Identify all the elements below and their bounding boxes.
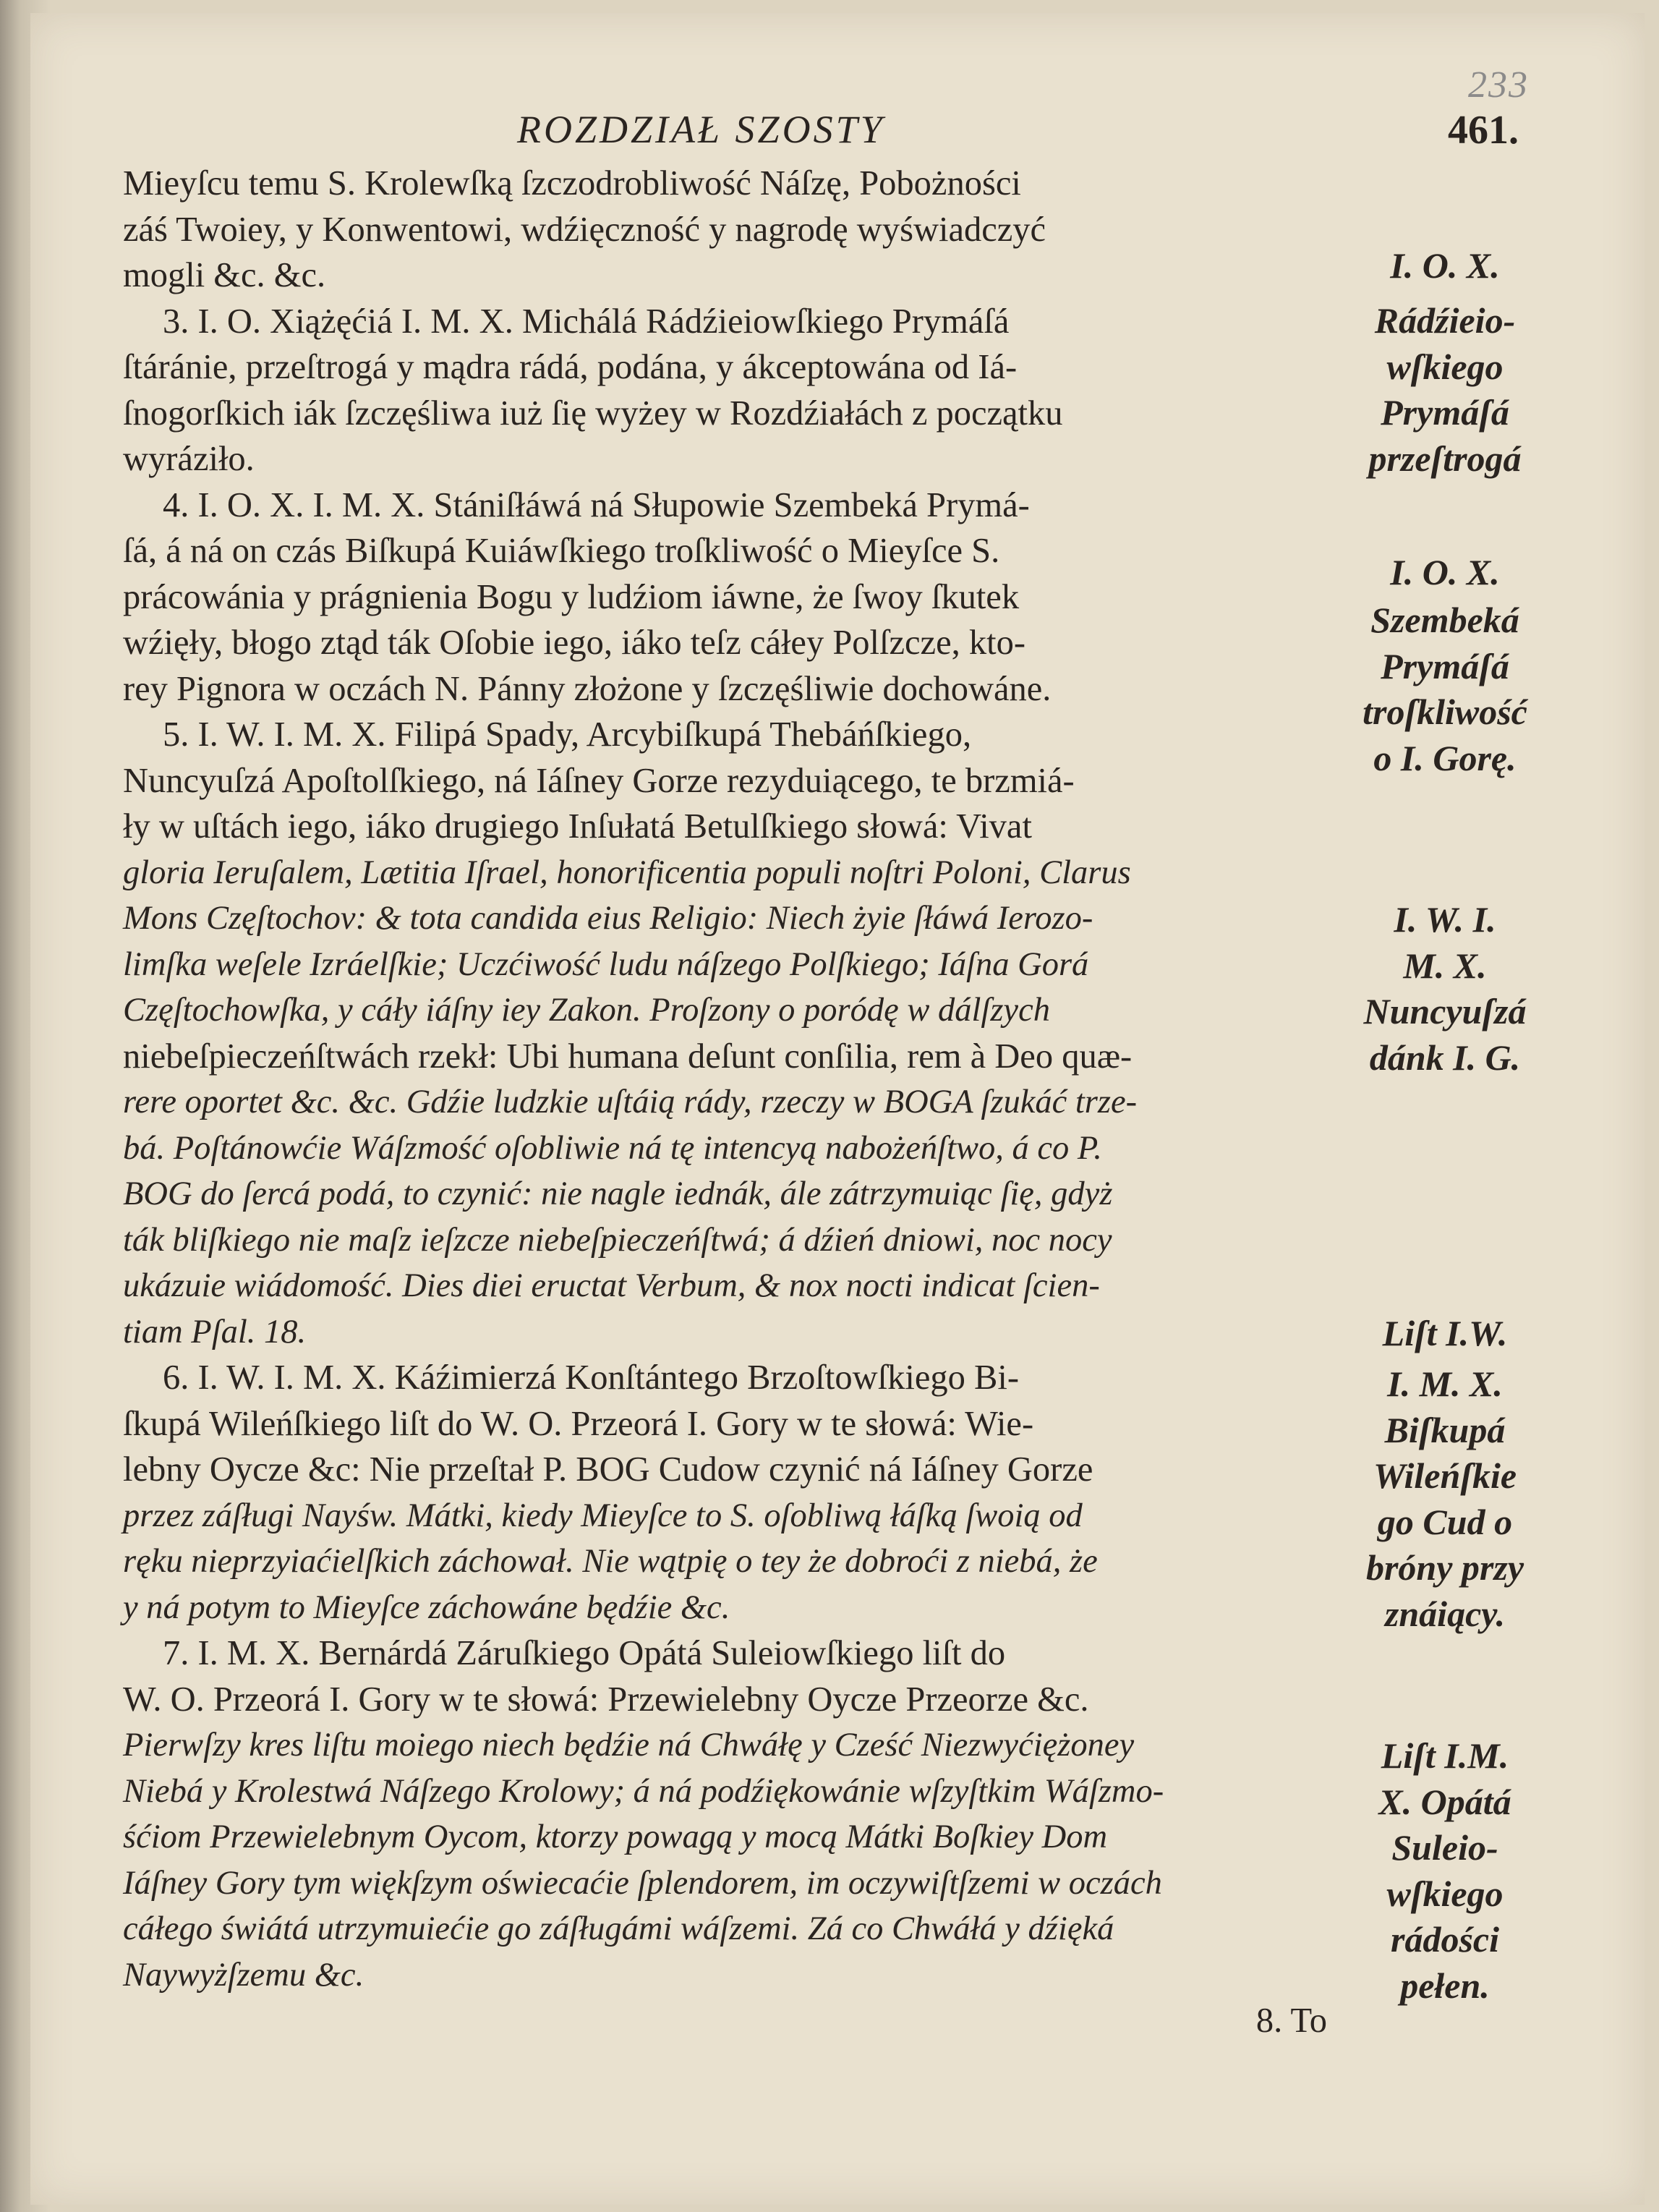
text-line: cáłego świátá utrzymuiećie go záſługámi wáſzemi. Zá co Chwáłá y dźięká: [123, 1910, 1114, 1947]
text-line: przez záſługi Nayśw. Mátki, kiedy Mieyſce to S. oſobliwą łáſką ſwoią od: [123, 1497, 1083, 1534]
text-line: lebny Oycze &c: Nie przeſtał P. BOG Cudow czynić ná Iáſney Gorze: [123, 1450, 1093, 1489]
margin-note-line: dánk I. G.: [1369, 1037, 1521, 1078]
margin-note-line: go Cud o: [1377, 1501, 1513, 1542]
text-line: ſá, á ná on czás Biſkupá Kuiáwſkiego troſkliwość o Mieyſce S.: [123, 532, 1000, 570]
text-line: limſka weſele Izráelſkie; Uczćiwość ludu náſzego Polſkiego; Iáſna Gorá: [123, 945, 1089, 983]
text-line: wyráziło.: [123, 440, 255, 478]
text-line: ręku nieprzyiaćielſkich záchował. Nie wątpię o tey że dobroći z niebá, że: [123, 1543, 1098, 1580]
text-line: Niebá y Krolestwá Náſzego Krolowy; á ná podźiękowánie wſzyſtkim Wáſzmo-: [123, 1772, 1164, 1810]
text-line: ſkupá Wileńſkiego liſt do W. O. Przeorá I. Gory w te słowá: Wie-: [123, 1404, 1034, 1443]
text-line: ták bliſkiego nie maſz ieſzcze niebeſpieczeńſtwá; á dźień dniowi, noc nocy: [123, 1221, 1112, 1259]
margin-note-line: X. Opátá: [1378, 1781, 1511, 1822]
text-line: tiam Pſal. 18.: [123, 1313, 307, 1350]
text-line: rere oportet &c. &c. Gdźie ludzkie uſtáią rády, rzeczy w BOGA ſzukáć trze-: [123, 1084, 1138, 1120]
margin-note-line: Szembeká: [1370, 600, 1519, 640]
margin-note-line: M. X.: [1403, 945, 1487, 986]
margin-note-line: wſkiego: [1386, 1873, 1504, 1914]
margin-note-line: I. W. I.: [1394, 899, 1496, 940]
margin-note-line: Suleio-: [1391, 1827, 1498, 1868]
text-line: Pierwſzy kres liſtu moiego niech będźie ná Chwáłę y Cześć Niezwyćiężoney: [123, 1727, 1135, 1764]
text-line: ſnogorſkich iák ſzczęśliwa iuż ſię wyżey w Rozdźiałách z początku: [123, 394, 1063, 433]
page-number: 461.: [1448, 108, 1519, 153]
text-line: mogli &c. &c.: [123, 256, 326, 294]
margin-note-line: I. O. X.: [1390, 245, 1500, 286]
text-line: wźięły, błogo ztąd ták Oſobie iego, iáko teſz cáłey Polſzcze, kto-: [123, 624, 1025, 662]
text-line: 8. To: [1255, 2002, 1327, 2040]
margin-note-line: I. O. X.: [1390, 552, 1500, 592]
text-line: rey Pignora w oczách N. Pánny złożone y ſzczęśliwie dochowáne.: [123, 669, 1052, 708]
running-header: [123, 107, 1562, 158]
text-line: záś Twoiey, y Konwentowi, wdźięczność y nagrodę wyświadczyć: [123, 210, 1046, 249]
margin-note: [1358, 243, 1532, 289]
text-line: bá. Poſtánowćie Wáſzmość oſobliwie ná tę intencyą nabożeńſtwo, á co P.: [123, 1129, 1102, 1167]
margin-note-line: Wileńſkie: [1373, 1455, 1517, 1496]
text-line: Naywyżſzemu &c.: [123, 1956, 364, 1994]
margin-note-line: Liſt I.M.: [1381, 1735, 1509, 1776]
text-line: Nuncyuſzá Apoſtolſkiego, ná Iáſney Gorze rezyduiącego, te brzmiá-: [123, 761, 1075, 800]
text-line: Iáſney Gory tym więkſzym oświecaćie ſplendorem, im oczywiſtſzemi w oczách: [123, 1864, 1162, 1902]
text-line: śćiom Przewielebnym Oycom, ktorzy powagą y mocą Mátki Boſkiey Dom: [123, 1818, 1108, 1855]
margin-note-line: Nuncyuſzá: [1363, 991, 1527, 1031]
text-line: ły w uſtách iego, iáko drugiego Inſułatá Betulſkiego słowá: Vivat: [123, 807, 1032, 846]
margin-note: [1358, 1311, 1532, 1357]
margin-note-line: Liſt I.W.: [1382, 1313, 1508, 1353]
margin-note: [1358, 1361, 1532, 1637]
text-line: niebeſpieczeńſtwách rzekł: Ubi humana deſunt conſilia, rem à Deo quæ-: [123, 1037, 1133, 1076]
text-line: 5. I. W. I. M. X. Filipá Spady, Arcybiſkupá Thebáńſkiego,: [163, 715, 972, 754]
margin-note-line: Biſkupá: [1384, 1409, 1506, 1450]
margin-note: [1358, 298, 1532, 482]
text-line: 6. I. W. I. M. X. Káźimierzá Konſtántego Brzoſtowſkiego Bi-: [163, 1358, 1019, 1397]
margin-note: [1358, 897, 1532, 1081]
margin-note: [1358, 550, 1532, 596]
text-line: BOG do ſercá podá, to czynić: nie nagle iednák, ále zátrzymuiąc ſię, gdyż: [123, 1175, 1113, 1212]
text-line: 4. I. O. X. I. M. X. Stániſłáwá ná Słupowie Szembeká Prymá-: [163, 485, 1030, 524]
margin-note-line: przeſtrogá: [1368, 438, 1522, 479]
text-line: ukázuie wiádomość. Dies diei eructat Verbum, & nox nocti indicat ſcien-: [123, 1267, 1100, 1304]
text-line: Mons Częſtochov: & tota candida eius Religio: Niech żyie ſłáwá Ierozo-: [123, 900, 1093, 937]
margin-note: [1358, 597, 1532, 781]
margin-note: [1358, 1733, 1532, 2009]
margin-note-line: I. M. X.: [1387, 1364, 1503, 1404]
text-line: gloria Ieruſalem, Lætitia Iſrael, honorificentia populi noſtri Poloni, Clarus: [123, 854, 1131, 891]
text-line: prácowánia y prágnienia Bogu y ludźiom iáwne, że ſwoy ſkutek: [123, 577, 1020, 616]
text-line: Częſtochowſka, y cáły iáſny iey Zakon. Proſzony o poródę w dálſzych: [123, 992, 1050, 1029]
pencil-page-number: 233: [1468, 64, 1529, 106]
margin-note-line: troſkliwość: [1362, 692, 1527, 732]
margin-note-line: wſkiego: [1386, 346, 1504, 387]
chapter-title: ROZDZIAŁ SZOSTY: [517, 108, 885, 151]
text-line: ſtáránie, przeſtrogá y mądra rádá, podána, y ákceptowána od Iá-: [123, 348, 1018, 386]
text-line: W. O. Przeorá I. Gory w te słowá: Przewielebny Oycze Przeorze &c.: [123, 1680, 1089, 1719]
margin-note-line: bróny przy: [1365, 1547, 1524, 1588]
margin-note-line: o I. Gorę.: [1373, 737, 1517, 778]
margin-note-line: Prymáſá: [1381, 392, 1509, 433]
main-text: [123, 161, 1356, 2044]
text-line: y ná potym to Mieyſce záchowáne będźie &c.: [123, 1588, 730, 1626]
text-line: 7. I. M. X. Bernárdá Záruſkiego Opátá Suleiowſkiego liſt do: [163, 1634, 1006, 1672]
text-line: Mieyſcu temu S. Krolewſką ſzczodrobliwość Náſzę, Pobożności: [123, 164, 1021, 203]
text-line: 3. I. O. Xiążęćiá I. M. X. Michálá Rádźieiowſkiego Prymáſá: [163, 302, 1010, 341]
margin-note-line: pełen.: [1400, 1965, 1490, 2006]
margin-note-line: znáiący.: [1384, 1593, 1506, 1634]
margin-note-line: Rádźieio-: [1374, 300, 1516, 341]
margin-note-line: Prymáſá: [1381, 645, 1509, 686]
margin-note-line: rádości: [1391, 1919, 1499, 1960]
